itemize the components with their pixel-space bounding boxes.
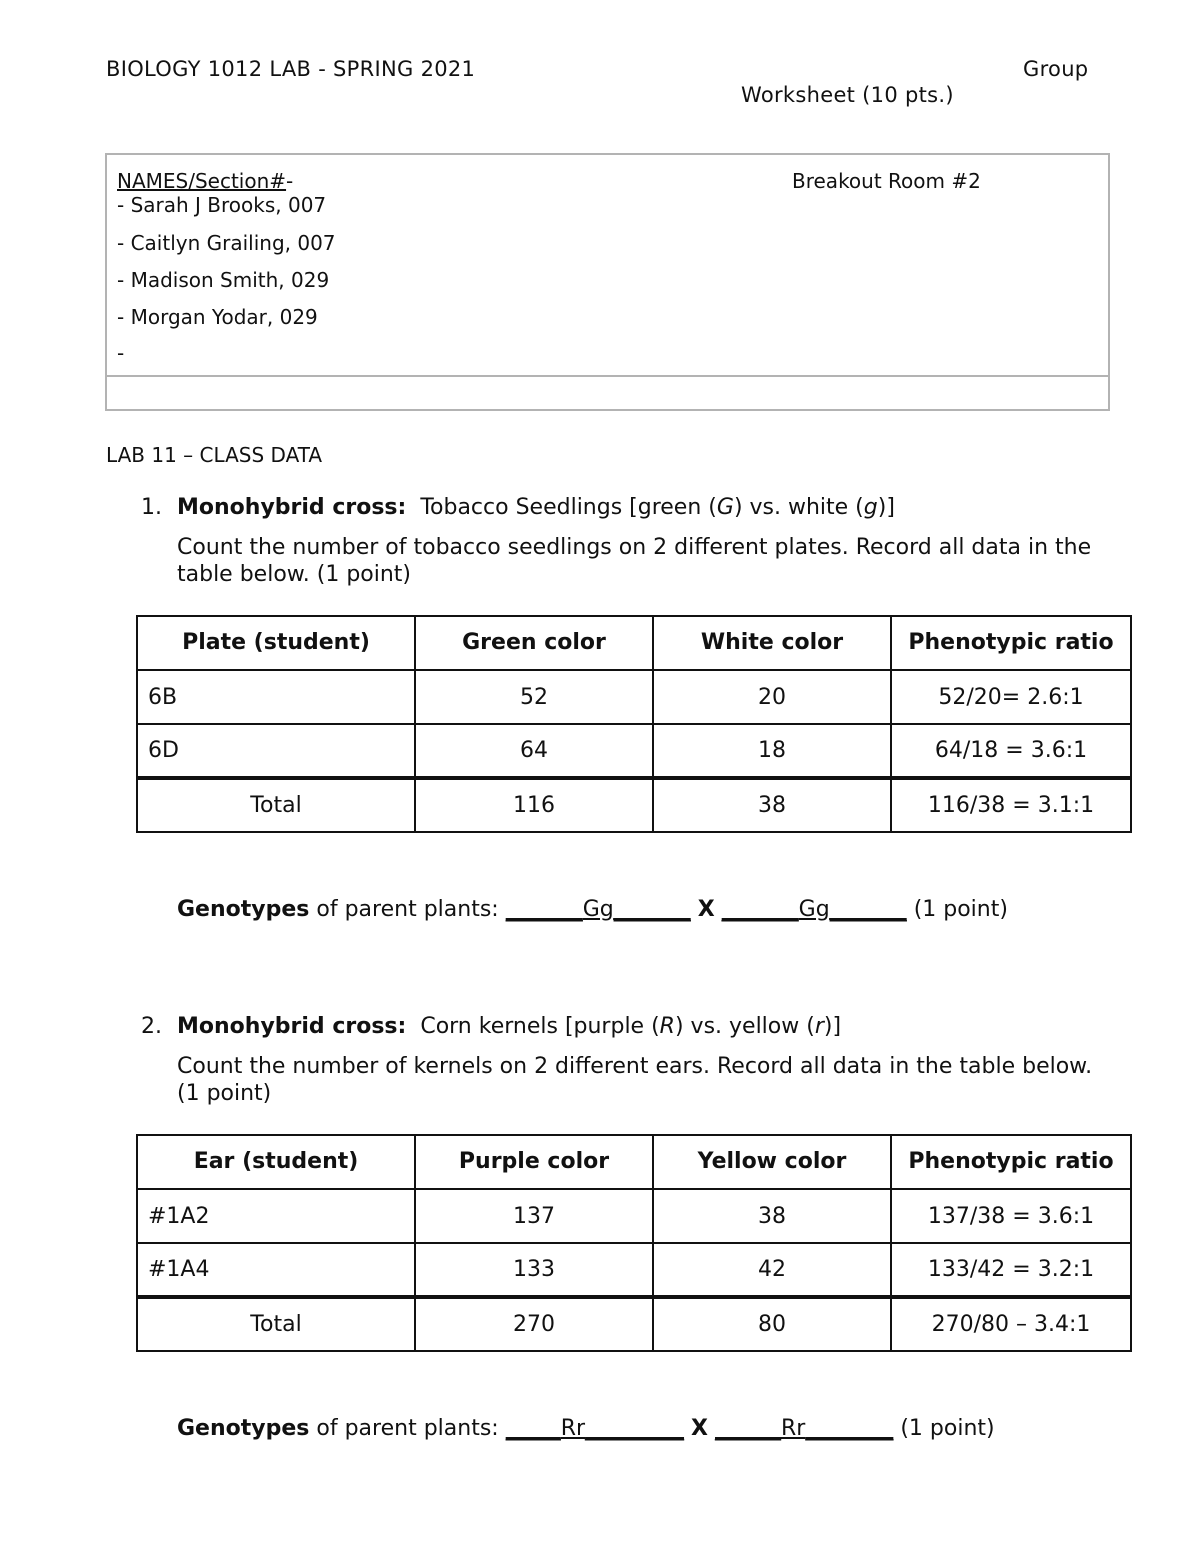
table-header-row: [137, 616, 1131, 670]
q1-number: 1.: [141, 495, 162, 520]
member-1: - Sarah J Brooks, 007: [117, 193, 327, 217]
table-cell[interactable]: #1A4: [137, 1243, 415, 1297]
header-cell: Plate (student): [137, 616, 415, 670]
q1-instructions: Count the number of tobacco seedlings on 2 different plates. Record all data in the table below. (1 point): [177, 535, 1092, 587]
table-cell: Total: [137, 1297, 415, 1351]
table-cell[interactable]: 64: [415, 724, 653, 778]
breakout-room: Breakout Room #2: [792, 169, 981, 193]
header-cell: Purple color: [415, 1135, 653, 1189]
table-row: [137, 1243, 1131, 1297]
member-4: - Morgan Yodar, 029: [117, 305, 318, 329]
table-cell[interactable]: 18: [653, 724, 891, 778]
table-row: [137, 724, 1131, 778]
table-cell[interactable]: 270/80 – 3.4:1: [891, 1297, 1131, 1351]
table-cell[interactable]: 42: [653, 1243, 891, 1297]
table-cell[interactable]: #1A2: [137, 1189, 415, 1243]
table-cell[interactable]: 116: [415, 778, 653, 832]
q1-genotypes[interactable]: Genotypes of parent plants: _______Gg_______ X _______Gg_______ (1 point): [177, 897, 1008, 922]
q2-instructions: Count the number of kernels on 2 different ears. Record all data in the table below. (1 point): [177, 1054, 1093, 1106]
table-total-row: [137, 1297, 1131, 1351]
header-cell: Green color: [415, 616, 653, 670]
table-cell[interactable]: 133/42 = 3.2:1: [891, 1243, 1131, 1297]
names-label: NAMES/Section#-: [117, 169, 294, 193]
table-cell[interactable]: 6B: [137, 670, 415, 724]
table-cell[interactable]: 20: [653, 670, 891, 724]
q2-number: 2.: [141, 1014, 162, 1039]
table-cell[interactable]: 270: [415, 1297, 653, 1351]
header-cell: Yellow color: [653, 1135, 891, 1189]
names-box-divider: [107, 375, 1108, 377]
table-cell[interactable]: 133: [415, 1243, 653, 1297]
group-label: Group: [1023, 57, 1089, 81]
table-cell[interactable]: 38: [653, 778, 891, 832]
header-cell: White color: [653, 616, 891, 670]
worksheet-title: Worksheet (10 pts.): [741, 83, 954, 107]
q2-table: [136, 1134, 1132, 1352]
table-cell[interactable]: 64/18 = 3.6:1: [891, 724, 1131, 778]
member-3: - Madison Smith, 029: [117, 268, 330, 292]
member-2: - Caitlyn Grailing, 007: [117, 231, 336, 255]
table-cell[interactable]: 116/38 = 3.1:1: [891, 778, 1131, 832]
table-cell[interactable]: 52: [415, 670, 653, 724]
table-cell[interactable]: 80: [653, 1297, 891, 1351]
table-header-row: [137, 1135, 1131, 1189]
member-5: -: [117, 341, 125, 365]
header-cell: Phenotypic ratio: [891, 616, 1131, 670]
table-cell[interactable]: 38: [653, 1189, 891, 1243]
table-cell[interactable]: 137/38 = 3.6:1: [891, 1189, 1131, 1243]
table-total-row: [137, 778, 1131, 832]
section-title: LAB 11 – CLASS DATA: [106, 443, 323, 467]
q1-table: [136, 615, 1132, 833]
table-cell[interactable]: 52/20= 2.6:1: [891, 670, 1131, 724]
header-cell: Phenotypic ratio: [891, 1135, 1131, 1189]
table-cell: Total: [137, 778, 415, 832]
q1-heading: Monohybrid cross: Tobacco Seedlings [green (G) vs. white (g)]: [177, 495, 895, 520]
course-title: BIOLOGY 1012 LAB - SPRING 2021: [106, 57, 476, 81]
header-cell: Ear (student): [137, 1135, 415, 1189]
table-row: [137, 670, 1131, 724]
q2-genotypes[interactable]: Genotypes of parent plants: _____Rr_________ X ______Rr________ (1 point): [177, 1416, 995, 1441]
table-cell[interactable]: 6D: [137, 724, 415, 778]
q2-heading: Monohybrid cross: Corn kernels [purple (R) vs. yellow (r)]: [177, 1014, 842, 1039]
table-cell[interactable]: 137: [415, 1189, 653, 1243]
names-box[interactable]: [105, 153, 1110, 411]
table-row: [137, 1189, 1131, 1243]
